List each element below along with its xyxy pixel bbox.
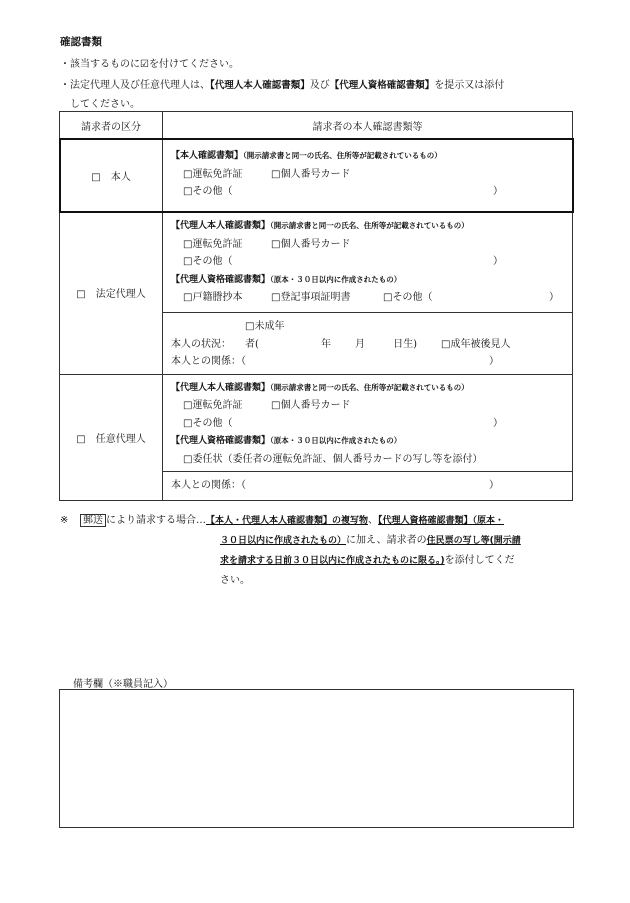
header-documents: 請求者の本人確認書類等 xyxy=(163,112,573,139)
honnin-heading: 【本人確認書類】 xyxy=(171,151,244,161)
nini-heading1-note: （開示請求書と同一の氏名、住所等が記載されているもの） xyxy=(270,382,469,392)
footnote-mark: ※ xyxy=(60,515,69,526)
status-year: 年 xyxy=(321,338,331,350)
footnote-u3: ３０日以内に作成されたもの） xyxy=(220,536,347,546)
footnote-u4: 住民票の写し等 xyxy=(426,536,490,546)
instruction-check: ・該当するものに☑を付けてください。 xyxy=(60,59,239,70)
footnote-t5: さい。 xyxy=(220,575,250,586)
houtei-other2-close: ） xyxy=(549,292,559,303)
honnin-heading-note: （開示請求書と同一の氏名、住所等が記載されているもの） xyxy=(243,151,442,160)
footnote-t3: に加え、請求者の xyxy=(346,535,427,546)
instruction-doc2: 【代理人資格確認書類】 xyxy=(329,80,435,91)
remarks-box[interactable] xyxy=(59,689,574,828)
houtei-other[interactable]: □その他（ xyxy=(183,256,233,267)
footnote-u6: 求を請求する日前３０日以内に作成されたものに限る。) xyxy=(220,556,445,566)
houtei-mynumber[interactable]: □個人番号カード xyxy=(271,238,351,250)
status-adult-ward[interactable]: □成年被後見人 xyxy=(441,338,511,350)
nini-relation-cell xyxy=(163,472,573,501)
houtei-heading2-note: （原本・３０日以内に作成されたもの） xyxy=(270,274,402,284)
remarks-label: 備考欄（※職員記入） xyxy=(73,679,173,690)
houtei-heading1: 【代理人本人確認書類】 xyxy=(171,221,271,231)
footnote-u5: (開示請 xyxy=(489,536,521,546)
houtei-other2[interactable]: □その他（ xyxy=(383,292,433,303)
houtei-touki[interactable]: □登記事項証明書 xyxy=(271,292,351,303)
row-honnin xyxy=(60,139,573,212)
footnote-u2: 【代理人資格確認書類】（原本・ xyxy=(378,516,505,526)
instruction-text: ・法定代理人及び任意代理人は、 xyxy=(60,80,210,91)
houtei-status xyxy=(163,313,573,375)
instruction-tail: を提示又は添付 xyxy=(434,80,505,91)
nini-other[interactable]: □その他（ xyxy=(183,417,233,429)
status-month: 月 xyxy=(355,338,365,350)
footnote-t4: を添付してくだ xyxy=(444,555,515,566)
nini-category[interactable]: □ 任意代理人 xyxy=(60,374,163,501)
id-documents-table xyxy=(59,111,573,501)
houtei-relation-close: ） xyxy=(489,356,499,367)
houtei-category[interactable]: □ 法定代理人 xyxy=(60,212,163,375)
houtei-koseki[interactable]: □戸籍謄抄本 xyxy=(183,292,243,303)
instruction-and: 及び xyxy=(309,80,330,91)
houtei-license[interactable]: □運転免許証 xyxy=(183,238,243,250)
nini-relation-close: ） xyxy=(489,480,499,492)
footnote-u1: 【本人・代理人本人確認書類】の複写物 xyxy=(206,516,369,526)
nini-mynumber[interactable]: □個人番号カード xyxy=(271,400,351,411)
nini-heading1: 【代理人本人確認書類】 xyxy=(171,382,271,393)
footnote-mail-box: 郵送 xyxy=(80,514,106,527)
page-title: 確認書類 xyxy=(60,36,102,48)
row-houtei xyxy=(60,212,573,313)
nini-other-close: ） xyxy=(493,417,503,429)
status-label: 本人の状況： xyxy=(171,338,231,350)
header-category: 請求者の区分 xyxy=(60,112,163,139)
nini-proxy-letter[interactable]: □委任状（委任者の運転免許証、個人番号カードの写し等を添付） xyxy=(183,453,483,465)
houtei-docs xyxy=(163,212,573,313)
honnin-license[interactable]: □運転免許証 xyxy=(183,168,243,180)
houtei-relation[interactable]: 本人との関係：（ xyxy=(171,356,246,367)
nini-docs xyxy=(163,374,573,472)
houtei-heading1-note: （開示請求書と同一の氏名、住所等が記載されているもの） xyxy=(270,221,469,230)
row-nini xyxy=(60,374,573,472)
instruction-cont: してください。 xyxy=(70,99,140,110)
instruction-agents xyxy=(60,76,504,91)
honnin-mynumber[interactable]: □個人番号カード xyxy=(271,168,351,180)
nini-relation[interactable]: 本人との関係：（ xyxy=(171,480,246,492)
nini-heading2: 【代理人資格確認書類】 xyxy=(171,436,271,446)
honnin-category[interactable]: □ 本人 xyxy=(60,139,163,212)
honnin-other-close: ） xyxy=(493,186,503,197)
nini-heading2-note: （原本・３０日以内に作成されたもの） xyxy=(270,436,402,445)
houtei-other-close: ） xyxy=(493,256,503,267)
mail-footnote xyxy=(60,511,580,591)
nini-license[interactable]: □運転免許証 xyxy=(183,400,243,411)
honnin-other[interactable]: □その他（ xyxy=(183,186,233,197)
status-minor[interactable]: □未成年者( xyxy=(245,321,285,350)
footnote-t1: により請求する場合… xyxy=(106,515,206,526)
honnin-docs xyxy=(163,139,573,212)
footnote-t2: 、 xyxy=(368,515,379,526)
houtei-heading2: 【代理人資格確認書類】 xyxy=(171,274,271,285)
status-birth: 日生) xyxy=(393,338,417,350)
instruction-doc1: 【代理人本人確認書類】 xyxy=(210,80,310,91)
